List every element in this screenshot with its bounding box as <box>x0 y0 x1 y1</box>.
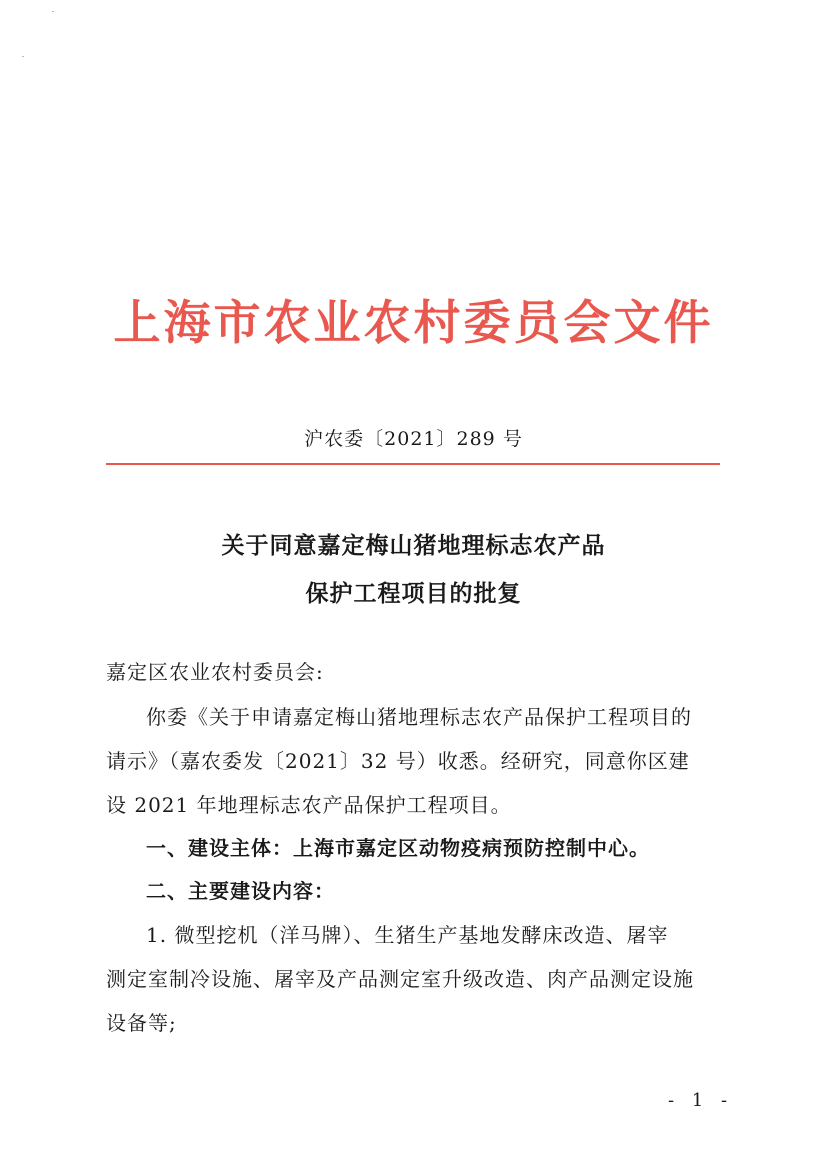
document-number: 沪农委〔2021〕289 号 <box>304 428 523 450</box>
paragraph-1-line-1: 你委《关于申请嘉定梅山猪地理标志农产品保护工程项目的 <box>146 705 692 729</box>
document-title-line-1: 关于同意嘉定梅山猪地理标志农产品 <box>221 532 606 559</box>
scan-speck <box>52 11 54 12</box>
scan-speck <box>22 56 24 57</box>
item-1-line-3: 设备等; <box>106 1011 177 1035</box>
section-2-heading: 二、主要建设内容： <box>146 879 335 903</box>
agency-header-title: 上海市农业农村委员会文件 <box>113 296 714 351</box>
red-divider-line <box>106 463 720 465</box>
salutation: 嘉定区农业农村委员会: <box>106 660 324 684</box>
page-number: - 1 - <box>668 1090 734 1111</box>
document-title-line-2: 保护工程项目的批复 <box>305 580 522 607</box>
paragraph-1-line-3: 设 2021 年地理标志农产品保护工程项目。 <box>106 793 512 817</box>
item-1-line-1: 1. 微型挖机（洋马牌）、生猪生产基地发酵床改造、屠宰 <box>146 923 669 947</box>
item-1-line-2: 测定室制冷设施、屠宰及产品测定室升级改造、肉产品测定设施 <box>106 967 694 991</box>
section-1-heading: 一、建设主体：上海市嘉定区动物疫病预防控制中心。 <box>146 836 650 860</box>
paragraph-1-line-2: 请示》（嘉农委发〔2021〕32 号）收悉。经研究，同意你区建 <box>106 749 690 773</box>
